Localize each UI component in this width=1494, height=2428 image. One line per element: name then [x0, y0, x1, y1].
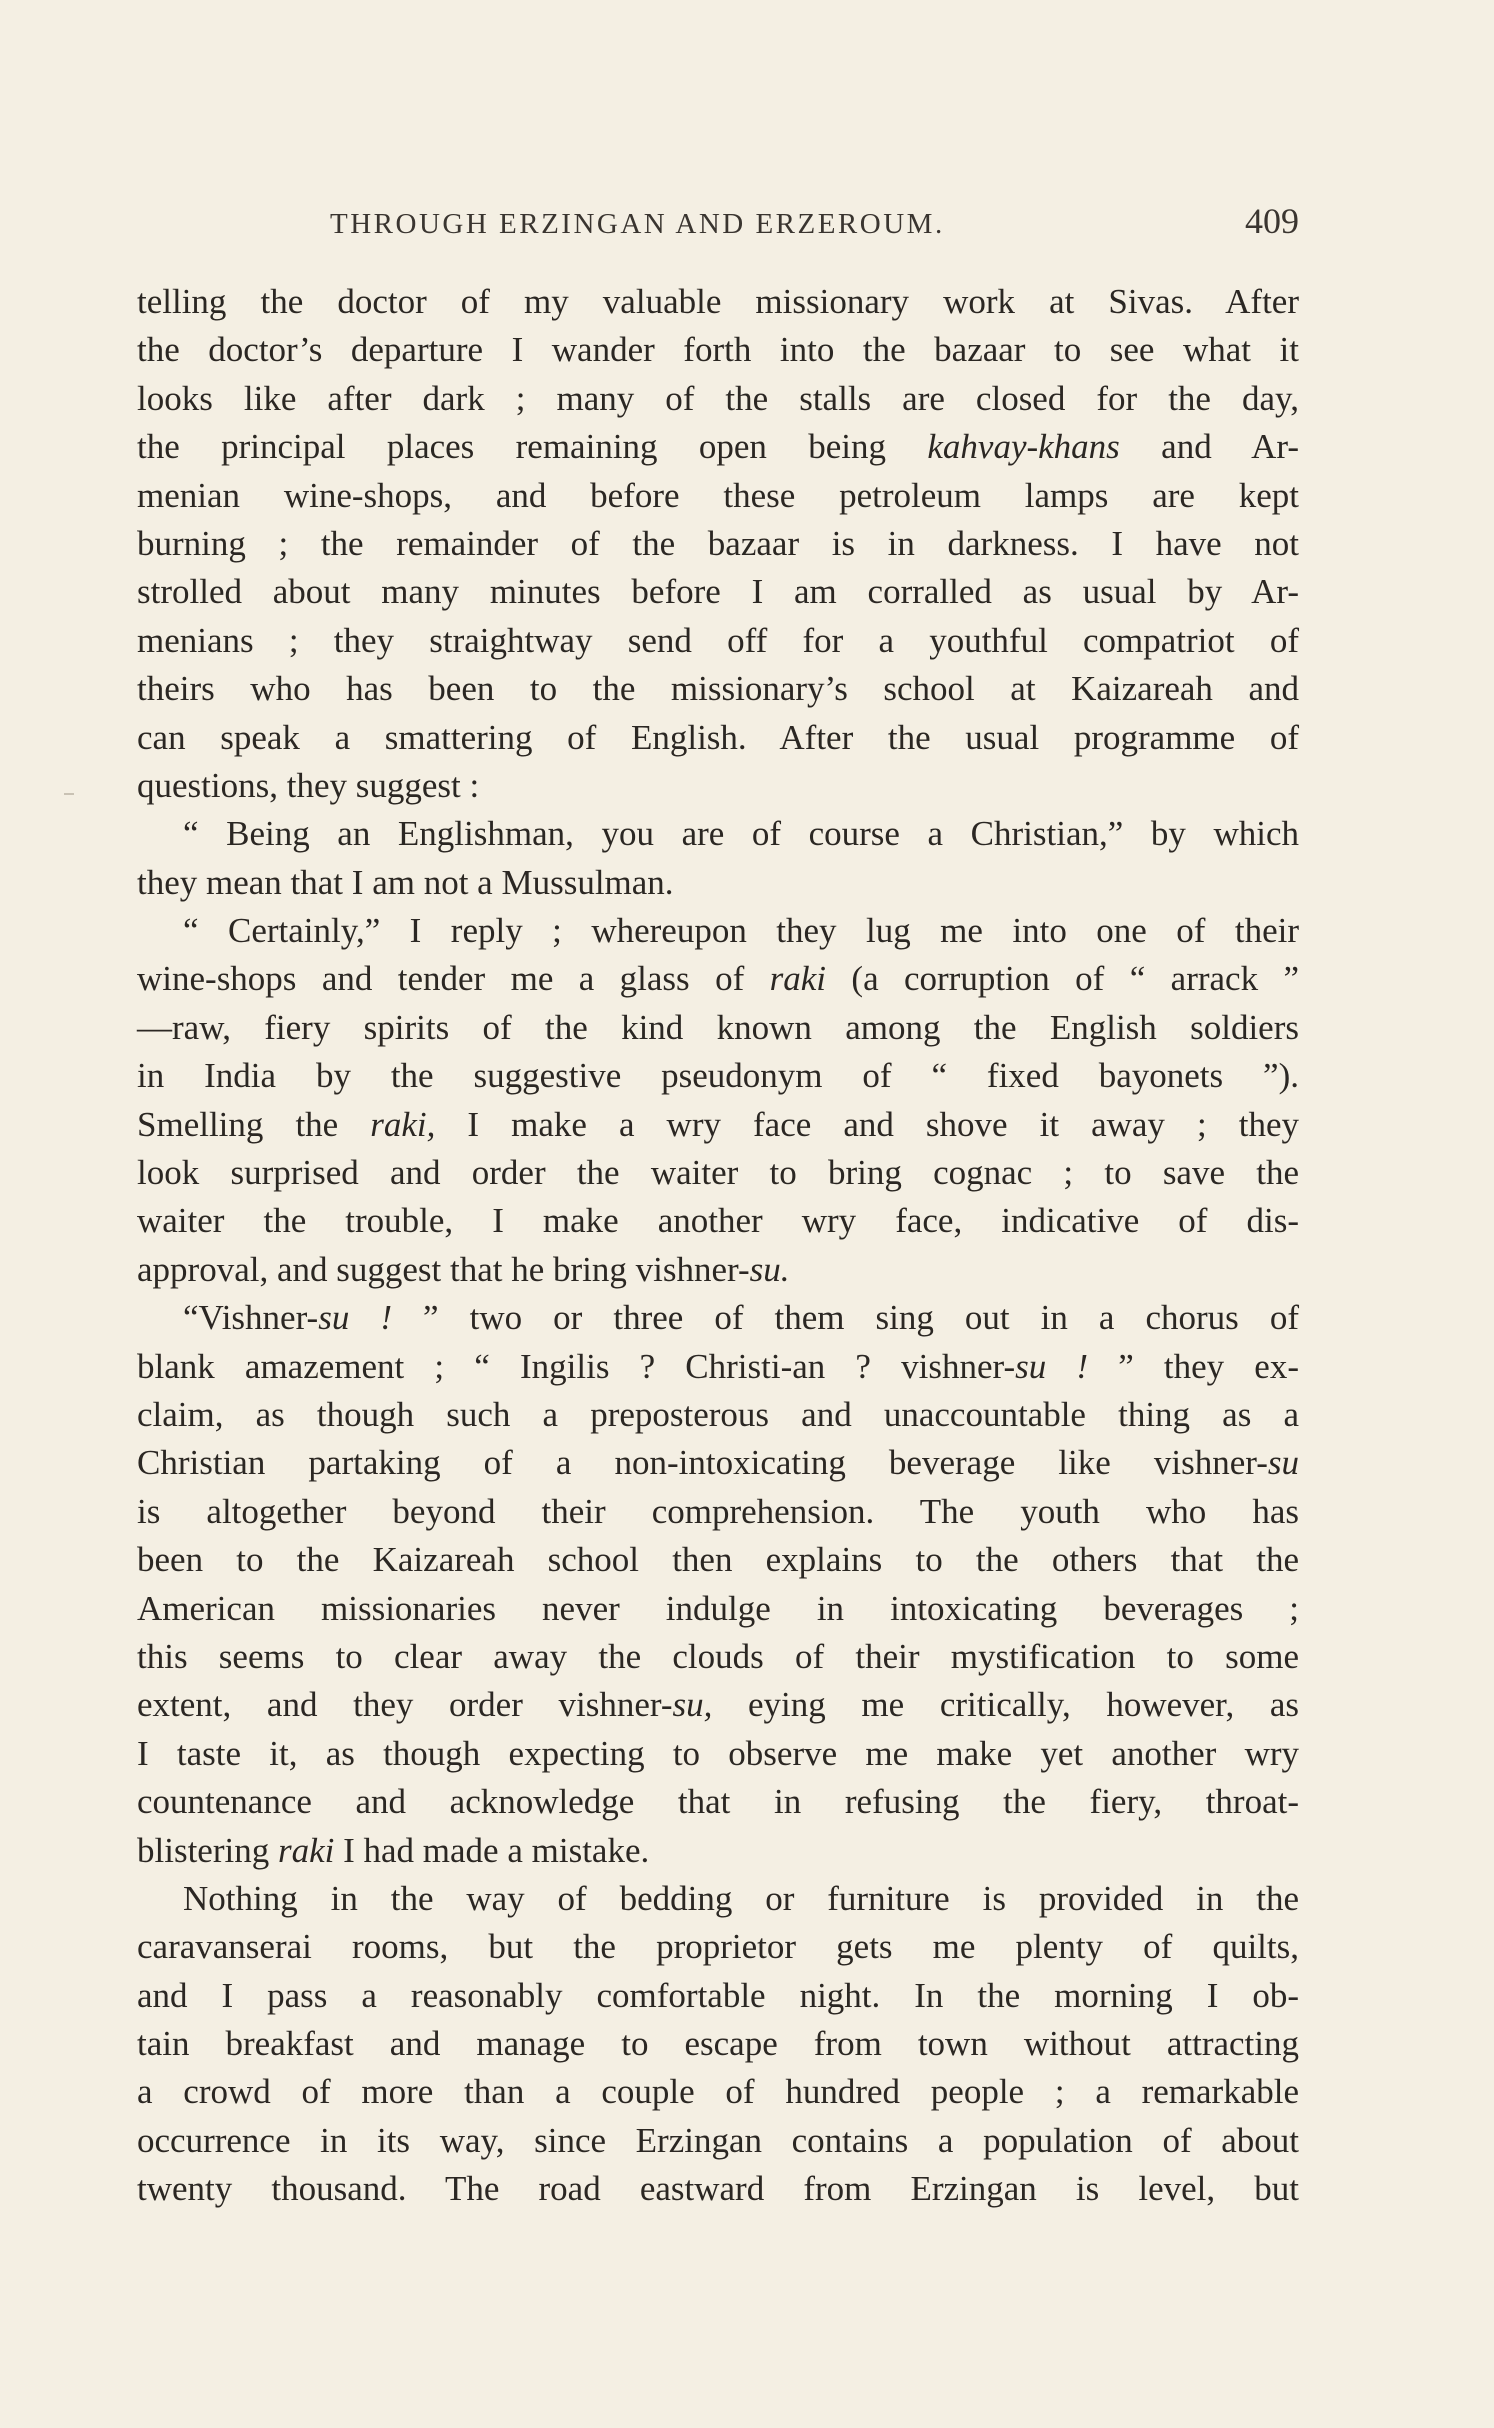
text-line	[137, 1294, 1299, 1342]
body-text	[137, 278, 1299, 2214]
line-text-post: and Ar-	[1119, 427, 1299, 467]
line-text: caravanserai rooms, but the proprietor gets me plenty of quilts,	[137, 1927, 1299, 1967]
italic-word: su !	[318, 1298, 393, 1338]
line-text: Nothing in the way of bedding or furniture is provided in the	[183, 1878, 1299, 1918]
text-line	[137, 1343, 1299, 1391]
line-text-post: (a corruption of “ arrack ”	[826, 959, 1299, 999]
italic-word: kahvay-khans	[927, 427, 1120, 467]
line-text: look surprised and order the waiter to bring cognac ; to save the	[137, 1153, 1299, 1193]
text-line	[137, 2117, 1299, 2165]
text-line	[137, 278, 1299, 326]
line-text: American missionaries never indulge in intoxicating beverages ;	[137, 1588, 1299, 1628]
line-text-pre: wine-shops and tender me a glass of	[137, 959, 770, 999]
line-text: and I pass a reasonably comfortable night. In the morning I ob-	[137, 1975, 1299, 2015]
text-line	[137, 1633, 1299, 1681]
line-text-pre: blistering	[137, 1830, 278, 1870]
line-text-post: I had made a mistake.	[334, 1830, 650, 1870]
italic-word: su !	[1015, 1346, 1089, 1386]
text-line	[137, 1149, 1299, 1197]
line-text: tain breakfast and manage to escape from town without attracting	[137, 2024, 1299, 2064]
text-line	[137, 326, 1299, 374]
text-line	[137, 1197, 1299, 1245]
line-text: been to the Kaizareah school then explains to the others that the	[137, 1540, 1299, 1580]
text-line	[137, 1439, 1299, 1487]
line-text: questions, they suggest :	[137, 765, 480, 805]
line-text: telling the doctor of my valuable missionary work at Sivas. After	[137, 282, 1299, 321]
text-line	[137, 1875, 1299, 1923]
text-line	[137, 1488, 1299, 1536]
text-line	[137, 1972, 1299, 2020]
line-text: strolled about many minutes before I am corralled as usual by Ar-	[137, 572, 1299, 612]
line-text: twenty thousand. The road eastward from Erzingan is level, but	[137, 2169, 1299, 2209]
line-text-post: ” two or three of them sing out in a chorus of	[392, 1298, 1299, 1338]
line-text: “ Being an Englishman, you are of course a Christian,” by which	[183, 814, 1299, 854]
line-text-pre: extent, and they order vishner-	[137, 1685, 673, 1725]
line-text: can speak a smattering of English. After the usual programme of	[137, 717, 1299, 757]
line-text-pre: the principal places remaining open being	[137, 427, 928, 467]
line-text: in India by the suggestive pseudonym of “ fixed bayonets ”).	[137, 1056, 1299, 1096]
text-line	[137, 617, 1299, 665]
text-line	[137, 955, 1299, 1003]
italic-word: su	[1267, 1443, 1299, 1483]
line-text: waiter the trouble, I make another wry face, indicative of dis-	[137, 1201, 1299, 1241]
text-line	[137, 1101, 1299, 1149]
line-text-pre: Christian partaking of a non-intoxicating beverage like vishner-	[137, 1443, 1268, 1483]
line-text: —raw, fiery spirits of the kind known among the English soldiers	[137, 1007, 1299, 1047]
line-text-pre: Smelling the	[137, 1104, 371, 1144]
line-text: menians ; they straightway send off for a youthful compatriot of	[137, 620, 1299, 660]
line-text: menian wine-shops, and before these petroleum lamps are kept	[137, 475, 1299, 515]
text-line	[137, 1923, 1299, 1971]
text-line	[137, 423, 1299, 471]
text-line	[137, 714, 1299, 762]
text-line	[137, 1730, 1299, 1778]
italic-word: su,	[672, 1685, 713, 1725]
line-text-pre: “Vishner-	[183, 1298, 319, 1338]
line-text: a crowd of more than a couple of hundred people ; a remarkable	[137, 2072, 1299, 2112]
page-header	[330, 200, 1299, 250]
text-line	[137, 1246, 1299, 1294]
text-line	[137, 520, 1299, 568]
italic-word: raki	[277, 1830, 335, 1870]
line-text: looks like after dark ; many of the stalls are closed for the day,	[137, 378, 1299, 418]
line-text: is altogether beyond their comprehension. The youth who has	[137, 1491, 1299, 1531]
text-line	[137, 1536, 1299, 1584]
line-text: theirs who has been to the missionary’s school at Kaizareah and	[137, 669, 1299, 709]
line-text: countenance and acknowledge that in refusing the fiery, throat-	[137, 1782, 1299, 1822]
text-line	[137, 665, 1299, 713]
text-line	[137, 375, 1299, 423]
text-line	[137, 859, 1299, 907]
text-line	[137, 2165, 1299, 2213]
text-line	[137, 568, 1299, 616]
italic-word: su.	[749, 1249, 790, 1289]
line-text-post: eying me critically, however, as	[712, 1685, 1299, 1725]
line-text: burning ; the remainder of the bazaar is in darkness. I have not	[137, 523, 1299, 563]
text-line	[137, 2068, 1299, 2116]
text-line	[137, 1827, 1299, 1875]
line-text: “ Certainly,” I reply ; whereupon they lug me into one of their	[183, 911, 1299, 951]
italic-word: raki,	[370, 1104, 436, 1144]
line-text-pre: approval, and suggest that he bring vishner-	[137, 1249, 750, 1289]
running-head: THROUGH ERZINGAN AND ERZEROUM.	[330, 208, 945, 240]
text-line	[137, 907, 1299, 955]
line-text-post: ” they ex-	[1088, 1346, 1299, 1386]
line-text: claim, as though such a preposterous and unaccountable thing as a	[137, 1394, 1299, 1434]
italic-word: raki	[769, 959, 827, 999]
text-line	[137, 1585, 1299, 1633]
line-text: I taste it, as though expecting to observe me make yet another wry	[137, 1733, 1299, 1773]
text-line	[137, 810, 1299, 858]
text-line	[137, 762, 1299, 810]
margin-mark	[64, 793, 74, 795]
line-text-post: I make a wry face and shove it away ; they	[435, 1104, 1300, 1144]
text-line	[137, 1778, 1299, 1826]
text-line	[137, 1004, 1299, 1052]
line-text: the doctor’s departure I wander forth into the bazaar to see what it	[137, 330, 1299, 370]
text-line	[137, 2020, 1299, 2068]
line-text: they mean that I am not a Mussulman.	[137, 862, 674, 902]
text-line	[137, 1391, 1299, 1439]
page-number: 409	[1245, 201, 1299, 241]
line-text: this seems to clear away the clouds of their mystification to some	[137, 1636, 1299, 1676]
text-line	[137, 1681, 1299, 1729]
line-text-pre: blank amazement ; “ Ingilis ? Christi-an ? vishner-	[137, 1346, 1016, 1386]
text-line	[137, 1052, 1299, 1100]
line-text: occurrence in its way, since Erzingan contains a population of about	[137, 2120, 1299, 2160]
text-line	[137, 472, 1299, 520]
